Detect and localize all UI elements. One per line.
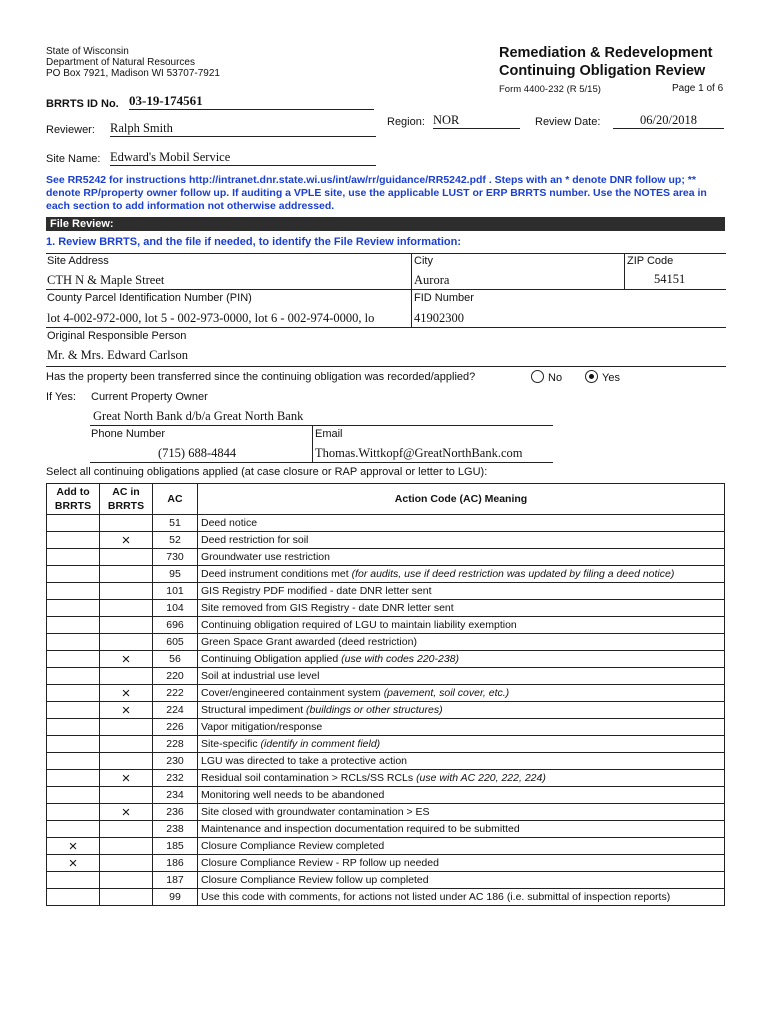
table-row	[47, 787, 725, 804]
action-meaning	[198, 804, 725, 821]
pin-field[interactable]: lot 4-002-972-000, lot 5 - 002-973-0000, lot 6 - 002-974-0000, lo	[47, 311, 375, 325]
site-address-field[interactable]: CTH N & Maple Street	[47, 273, 165, 287]
add-to-brrts-checkbox[interactable]	[47, 515, 100, 532]
form-number: Form 4400-232 (R 5/15)	[499, 84, 601, 95]
action-meaning	[198, 583, 725, 600]
meaning-note: (buildings or other structures)	[306, 704, 443, 716]
action-meaning	[198, 685, 725, 702]
meaning-note: (use with codes 220-238)	[341, 653, 460, 665]
col-meaning: Action Code (AC) Meaning	[198, 484, 725, 515]
add-to-brrts-checkbox[interactable]	[47, 770, 100, 787]
instructions-text: See RR5242 for instructions http://intranet.dnr.state.wi.us/int/aw/rr/guidance/RR5242.pdf . Steps with an * denote DNR follow up; ** denote RP/property owner follow up. If auditing a VPLE site, use the applicable LUST or ERP BRRTS number. Use the NOTES area in each section to add information not otherwise addressed.	[46, 174, 707, 212]
action-meaning	[198, 600, 725, 617]
ac-in-brrts-checkbox[interactable]	[100, 549, 153, 566]
pin-label: County Parcel Identification Number (PIN)	[47, 292, 252, 304]
table-header-row	[47, 484, 725, 515]
meaning-text: Continuing Obligation applied	[201, 653, 342, 665]
add-to-brrts-checkbox[interactable]	[47, 600, 100, 617]
action-code: 51	[153, 515, 198, 532]
meaning-text: Cover/engineered containment system	[201, 687, 384, 699]
table-row	[47, 821, 725, 838]
add-to-brrts-checkbox[interactable]	[47, 532, 100, 549]
zip-label: ZIP Code	[627, 255, 674, 267]
radio-yes-label: Yes	[602, 372, 620, 384]
action-code: 224	[153, 702, 198, 719]
current-owner-field[interactable]: Great North Bank d/b/a Great North Bank	[93, 409, 304, 423]
table-row	[47, 855, 725, 872]
table-row	[47, 515, 725, 532]
if-yes-label: If Yes:	[46, 391, 76, 403]
agency-line1: State of Wisconsin	[46, 46, 129, 57]
table-row	[47, 532, 725, 549]
phone-field[interactable]: (715) 688-4844	[158, 446, 237, 460]
add-to-brrts-checkbox[interactable]	[47, 719, 100, 736]
radio-no-label: No	[548, 372, 563, 384]
ac-in-brrts-checkbox[interactable]	[100, 617, 153, 634]
action-meaning	[198, 532, 725, 549]
ac-in-brrts-checkbox[interactable]	[100, 583, 153, 600]
reviewer-field[interactable]: Ralph Smith	[110, 121, 376, 137]
action-meaning	[198, 787, 725, 804]
radio-no[interactable]	[531, 370, 544, 383]
meaning-text: GIS Registry PDF modified - date DNR letter sent	[201, 585, 432, 597]
transfer-no-option[interactable]	[531, 370, 562, 384]
meaning-text: Residual soil contamination > RCLs/SS RCLs	[201, 772, 417, 784]
add-to-brrts-checkbox[interactable]	[47, 821, 100, 838]
action-code: 99	[153, 889, 198, 906]
meaning-text: Site removed from GIS Registry - date DNR letter sent	[201, 602, 454, 614]
action-meaning	[198, 838, 725, 855]
action-code: 56	[153, 651, 198, 668]
meaning-text: Groundwater use restriction	[201, 551, 330, 563]
meaning-text: Deed restriction for soil	[201, 534, 309, 546]
action-meaning	[198, 889, 725, 906]
meaning-text: Closure Compliance Review follow up completed	[201, 874, 429, 886]
meaning-text: Closure Compliance Review - RP follow up needed	[201, 857, 439, 869]
fid-field[interactable]: 41902300	[414, 311, 464, 325]
action-code: 605	[153, 634, 198, 651]
action-code: 222	[153, 685, 198, 702]
action-code: 52	[153, 532, 198, 549]
col-ac: AC	[153, 484, 198, 515]
action-meaning	[198, 515, 725, 532]
city-field[interactable]: Aurora	[414, 273, 450, 287]
action-code: 228	[153, 736, 198, 753]
table-row	[47, 549, 725, 566]
meaning-text: Vapor mitigation/response	[201, 721, 323, 733]
action-meaning	[198, 770, 725, 787]
meaning-note: (for audits, use if deed restriction was updated by filing a deed notice)	[351, 568, 675, 580]
action-code: 730	[153, 549, 198, 566]
meaning-note: (use with AC 220, 222, 224)	[416, 772, 546, 784]
ac-in-brrts-checkbox[interactable]	[100, 634, 153, 651]
table-row	[47, 651, 725, 668]
table-row	[47, 770, 725, 787]
meaning-text: Green Space Grant awarded (deed restriction)	[201, 636, 417, 648]
add-to-brrts-checkbox[interactable]	[47, 736, 100, 753]
table-row	[47, 736, 725, 753]
table-row	[47, 804, 725, 821]
section-bar-file-review: File Review:	[46, 217, 725, 231]
add-to-brrts-checkbox[interactable]	[47, 549, 100, 566]
add-to-brrts-checkbox[interactable]: ×	[47, 838, 100, 855]
ac-in-brrts-checkbox[interactable]	[100, 855, 153, 872]
add-to-brrts-checkbox[interactable]	[47, 753, 100, 770]
action-meaning	[198, 668, 725, 685]
region-label: Region:	[387, 116, 425, 128]
ac-in-brrts-checkbox[interactable]: ×	[100, 702, 153, 719]
add-to-brrts-checkbox[interactable]	[47, 634, 100, 651]
step-1-heading: 1. Review BRRTS, and the file if needed, to identify the File Review information:	[46, 236, 462, 248]
table-row	[47, 600, 725, 617]
add-to-brrts-checkbox[interactable]	[47, 889, 100, 906]
add-to-brrts-checkbox[interactable]: ×	[47, 855, 100, 872]
review-date-field[interactable]: 06/20/2018	[613, 113, 724, 129]
table-row	[47, 617, 725, 634]
action-code: 187	[153, 872, 198, 889]
form-title-1: Remediation & Redevelopment	[499, 45, 713, 61]
table-row	[47, 668, 725, 685]
action-meaning	[198, 634, 725, 651]
meaning-text: LGU was directed to take a protective action	[201, 755, 408, 767]
meaning-text: Use this code with comments, for actions not listed under AC 186 (i.e. submittal of inspection reports)	[201, 891, 671, 903]
meaning-text: Monitoring well needs to be abandoned	[201, 789, 385, 801]
action-code: 104	[153, 600, 198, 617]
action-code: 696	[153, 617, 198, 634]
ac-in-brrts-checkbox[interactable]	[100, 889, 153, 906]
action-code-table	[46, 483, 725, 906]
table-row	[47, 702, 725, 719]
action-meaning	[198, 753, 725, 770]
ac-in-brrts-checkbox[interactable]: ×	[100, 804, 153, 821]
agency-line2: Department of Natural Resources	[46, 57, 195, 68]
table-row	[47, 753, 725, 770]
transfer-question: Has the property been transferred since the continuing obligation was recorded/applied?	[46, 371, 476, 383]
action-code: 185	[153, 838, 198, 855]
site-name-field[interactable]: Edward's Mobil Service	[110, 150, 376, 166]
fid-label: FID Number	[414, 292, 474, 304]
action-code: 238	[153, 821, 198, 838]
orp-label: Original Responsible Person	[47, 330, 187, 342]
add-to-brrts-checkbox[interactable]	[47, 651, 100, 668]
form-title-2: Continuing Obligation Review	[499, 63, 706, 79]
meaning-text: Site closed with groundwater contamination > ES	[201, 806, 430, 818]
meaning-text: Soil at industrial use level	[201, 670, 320, 682]
meaning-text: Maintenance and inspection documentation required to be submitted	[201, 823, 520, 835]
table-row	[47, 634, 725, 651]
add-to-brrts-checkbox[interactable]	[47, 787, 100, 804]
action-meaning	[198, 617, 725, 634]
table-row	[47, 685, 725, 702]
ac-in-brrts-checkbox[interactable]	[100, 821, 153, 838]
ac-in-brrts-checkbox[interactable]	[100, 872, 153, 889]
action-meaning	[198, 651, 725, 668]
site-name-label: Site Name:	[46, 153, 101, 165]
agency-line3: PO Box 7921, Madison WI 53707-7921	[46, 68, 220, 79]
action-meaning	[198, 872, 725, 889]
meaning-text: Deed instrument conditions met	[201, 568, 352, 580]
select-obligations-text: Select all continuing obligations applied (at case closure or RAP approval or letter to LGU):	[46, 466, 488, 478]
action-code: 232	[153, 770, 198, 787]
add-to-brrts-checkbox[interactable]	[47, 583, 100, 600]
meaning-note: (identify in comment field)	[260, 738, 381, 750]
action-meaning	[198, 566, 725, 583]
action-code: 236	[153, 804, 198, 821]
table-row	[47, 889, 725, 906]
radio-yes[interactable]	[585, 370, 598, 383]
add-to-brrts-checkbox[interactable]	[47, 566, 100, 583]
ac-in-brrts-checkbox[interactable]	[100, 719, 153, 736]
region-field[interactable]: NOR	[433, 113, 520, 129]
site-address-label: Site Address	[47, 255, 109, 267]
action-code: 95	[153, 566, 198, 583]
ac-in-brrts-checkbox[interactable]: ×	[100, 532, 153, 549]
action-code: 101	[153, 583, 198, 600]
orp-field[interactable]: Mr. & Mrs. Edward Carlson	[47, 348, 188, 362]
table-row	[47, 566, 725, 583]
phone-label: Phone Number	[91, 428, 165, 440]
add-to-brrts-checkbox[interactable]	[47, 702, 100, 719]
table-row	[47, 583, 725, 600]
transfer-yes-option[interactable]	[585, 370, 620, 384]
reviewer-label: Reviewer:	[46, 124, 95, 136]
ac-in-brrts-checkbox[interactable]	[100, 668, 153, 685]
ac-in-brrts-checkbox[interactable]	[100, 515, 153, 532]
city-label: City	[414, 255, 433, 267]
col-ac-in-brrts: AC in BRRTS	[100, 484, 153, 515]
zip-field[interactable]: 54151	[654, 272, 686, 286]
meaning-text: Structural impediment	[201, 704, 307, 716]
action-code: 186	[153, 855, 198, 872]
meaning-text: Deed notice	[201, 517, 258, 529]
agency-block	[46, 46, 220, 79]
ac-in-brrts-checkbox[interactable]	[100, 753, 153, 770]
meaning-text: Closure Compliance Review completed	[201, 840, 385, 852]
email-label: Email	[315, 428, 343, 440]
current-owner-label: Current Property Owner	[91, 391, 208, 403]
ac-in-brrts-checkbox[interactable]: ×	[100, 685, 153, 702]
table-row	[47, 838, 725, 855]
action-meaning	[198, 821, 725, 838]
ac-in-brrts-checkbox[interactable]	[100, 736, 153, 753]
ac-in-brrts-checkbox[interactable]: ×	[100, 770, 153, 787]
add-to-brrts-checkbox[interactable]	[47, 872, 100, 889]
action-code: 226	[153, 719, 198, 736]
ac-in-brrts-checkbox[interactable]	[100, 566, 153, 583]
review-date-label: Review Date:	[535, 116, 601, 128]
action-meaning	[198, 702, 725, 719]
action-code: 234	[153, 787, 198, 804]
add-to-brrts-checkbox[interactable]	[47, 668, 100, 685]
action-code: 220	[153, 668, 198, 685]
action-meaning	[198, 855, 725, 872]
col-add-to-brrts: Add to BRRTS	[47, 484, 100, 515]
page-number: Page 1 of 6	[672, 83, 724, 94]
brrts-id-field[interactable]: 03-19-174561	[129, 93, 374, 110]
add-to-brrts-checkbox[interactable]	[47, 804, 100, 821]
brrts-label: BRRTS ID No.	[46, 98, 119, 110]
ac-in-brrts-checkbox[interactable]: ×	[100, 651, 153, 668]
table-row	[47, 872, 725, 889]
action-meaning	[198, 719, 725, 736]
action-meaning	[198, 549, 725, 566]
action-code: 230	[153, 753, 198, 770]
table-row	[47, 719, 725, 736]
meaning-text: Continuing obligation required of LGU to maintain liability exemption	[201, 619, 517, 631]
ac-in-brrts-checkbox[interactable]	[100, 838, 153, 855]
add-to-brrts-checkbox[interactable]	[47, 685, 100, 702]
meaning-text: Site-specific	[201, 738, 261, 750]
ac-in-brrts-checkbox[interactable]	[100, 600, 153, 617]
meaning-note: (pavement, soil cover, etc.)	[383, 687, 510, 699]
email-field[interactable]: Thomas.Wittkopf@GreatNorthBank.com	[315, 446, 523, 460]
action-meaning	[198, 736, 725, 753]
add-to-brrts-checkbox[interactable]	[47, 617, 100, 634]
ac-in-brrts-checkbox[interactable]	[100, 787, 153, 804]
